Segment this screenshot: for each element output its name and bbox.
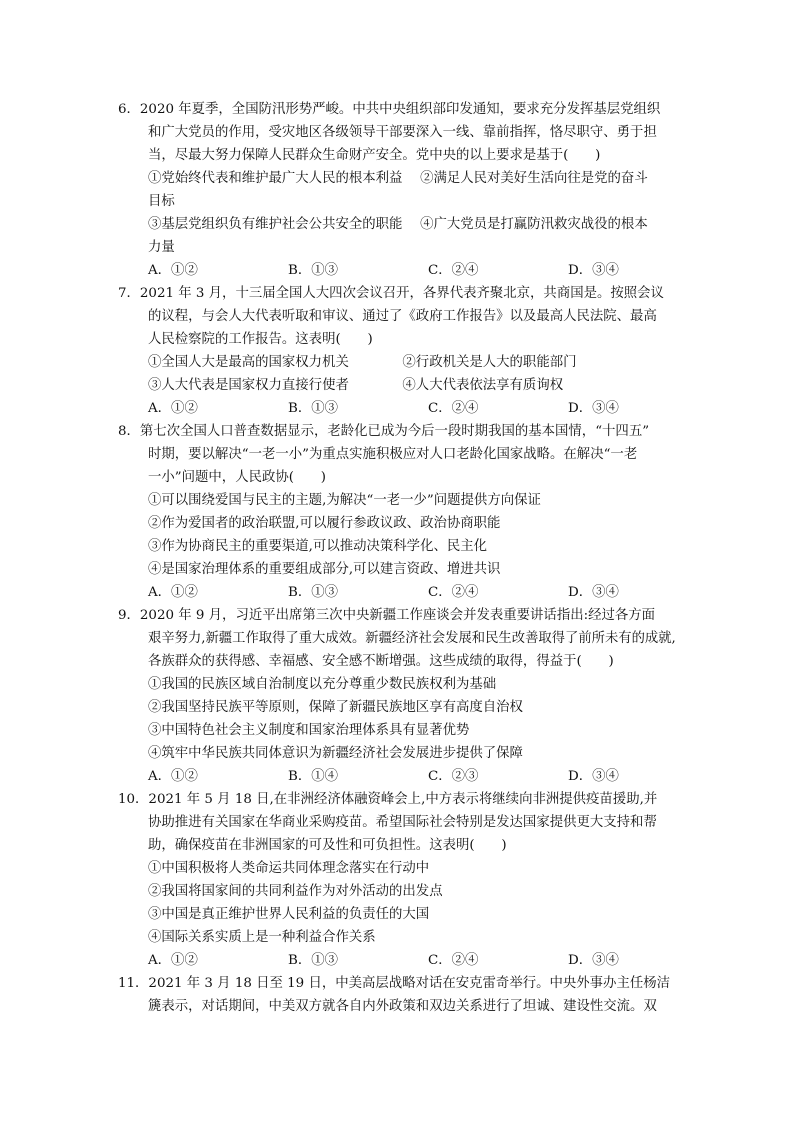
question-9-stem-line-2: 艰辛努力,新疆工作取得了重大成效。新疆经济社会发展和民生改善取得了前所未有的成就, [148,631,676,646]
question-8-option-b: B．①③ [288,585,339,600]
question-8-stem-line-2: 时期，要以解决“一老一小”为重点实施积极应对人口老龄化国家战略。在解决“一老 [148,447,638,462]
question-7-statement-line-1: ①全国人大是最高的国家权力机关 ②行政机关是人大的职能部门 [148,355,577,370]
question-9-statement-line-2: ②我国坚持民族平等原则，保障了新疆民族地区享有高度自治权 [148,700,523,715]
question-6-statement-line-3: ③基层党组织负有维护社会公共安全的职能 ④广大党员是打赢防汛救灾战役的根本 [148,217,648,232]
question-7-stem-line-3: 人民检察院的工作报告。这表明( ) [148,332,373,347]
question-7-stem-line-1: 7．2021 年 3 月，十三届全国人大四次会议召开，各界代表齐聚北京，共商国是。按照会议 [118,286,664,301]
question-9-option-b: B．①④ [288,769,339,784]
question-6-stem-line-2: 和广大党员的作用，受灾地区各级领导干部要深入一线、靠前指挥，恪尽职守、勇于担 [148,125,657,140]
question-6-option-b: B．①③ [288,263,339,278]
question-10-option-b: B．①③ [288,953,339,968]
question-7-option-b: B．①③ [288,401,339,416]
question-10-statement-line-2: ②我国将国家间的共同利益作为对外活动的出发点 [148,884,443,899]
question-6-statement-line-2: 目标 [148,194,175,209]
question-9-option-c: C．②③ [428,769,479,784]
question-10-stem-line-2: 协助推进有关国家在华商业采购疫苗。希望国际社会特别是发达国家提供更大支持和帮 [148,815,657,830]
question-6-statement-line-4: 力量 [148,240,175,255]
question-10-option-a: A．①② [148,953,198,968]
question-9-option-d: D．③④ [568,769,619,784]
question-8-statement-line-1: ①可以围绕爱国与民主的主题,为解决“一老一少”问题提供方向保证 [148,493,541,508]
question-8-statement-line-4: ④是国家治理体系的重要组成部分,可以建言资政、增进共识 [148,562,501,577]
question-6-option-c: C．②④ [428,263,479,278]
question-10-statement-line-3: ③中国是真正维护世界人民利益的负责任的大国 [148,907,430,922]
question-8-option-c: C．②④ [428,585,479,600]
question-6-option-d: D．③④ [568,263,619,278]
question-9-statement-line-1: ①我国的民族区域自治制度以充分尊重少数民族权利为基础 [148,677,497,692]
question-6-stem-line-1: 6．2020 年夏季，全国防汛形势严峻。中共中央组织部印发通知，要求充分发挥基层党组织 [118,102,661,117]
question-9-stem-line-3: 各族群众的获得感、幸福感、安全感不断增强。这些成绩的取得，得益于( ) [148,654,614,669]
question-7-statement-line-2: ③人大代表是国家权力直接行使者 ④人大代表依法享有质询权 [148,378,564,393]
question-7-option-c: C．②④ [428,401,479,416]
question-6-stem-line-3: 当，尽最大努力保障人民群众生命财产安全。党中央的以上要求是基于( ) [148,148,601,163]
question-7-option-a: A．①② [148,401,198,416]
question-7-stem-line-2: 的议程，与会人大代表听取和审议、通过了《政府工作报告》以及最高人民法院、最高 [148,309,657,324]
question-8-stem-line-3: 一小”问题中，人民政协( ) [148,470,326,485]
question-6-option-a: A．①② [148,263,198,278]
question-10-statement-line-4: ④国际关系实质上是一种利益合作关系 [148,930,376,945]
question-9-statement-line-4: ④筑牢中华民族共同体意识为新疆经济社会发展进步提供了保障 [148,746,523,761]
question-10-option-d: D．③④ [568,953,619,968]
question-8-statement-line-3: ③作为协商民主的重要渠道,可以推动决策科学化、民主化 [148,539,488,554]
question-10-stem-line-1: 10．2021 年 5 月 18 日,在非洲经济体融资峰会上,中方表示将继续向非洲提供疫苗援助,并 [118,792,658,807]
question-8-option-d: D．③④ [568,585,619,600]
question-8-statement-line-2: ②作为爱国者的政治联盟,可以履行参政议政、政治协商职能 [148,516,501,531]
question-8-stem-line-1: 8．第七次全国人口普查数据显示，老龄化已成为今后一段时期我国的基本国情，“十四五” [118,424,650,439]
question-9-statement-line-3: ③中国特色社会主义制度和国家治理体系具有显著优势 [148,723,470,738]
question-9-stem-line-1: 9．2020 年 9 月，习近平出席第三次中央新疆工作座谈会并发表重要讲话指出:经过各方面 [118,608,656,623]
question-7-option-d: D．③④ [568,401,619,416]
question-11-stem-line-1: 11．2021 年 3 月 18 日至 19 日，中美高层战略对话在安克雷奇举行。中央外事办主任杨洁 [118,976,671,991]
question-10-stem-line-3: 助，确保疫苗在非洲国家的可及性和可负担性。这表明( ) [148,838,507,853]
question-6-statement-line-1: ①党始终代表和维护最广大人民的根本利益 ②满足人民对美好生活向往是党的奋斗 [148,171,648,186]
question-9-option-a: A．①② [148,769,198,784]
question-10-statement-line-1: ①中国积极将人类命运共同体理念落实在行动中 [148,861,430,876]
question-10-option-c: C．②④ [428,953,479,968]
question-11-stem-line-2: 篪表示，对话期间，中美双方就各自内外政策和双边关系进行了坦诚、建设性交流。双 [148,999,657,1014]
question-8-option-a: A．①② [148,585,198,600]
